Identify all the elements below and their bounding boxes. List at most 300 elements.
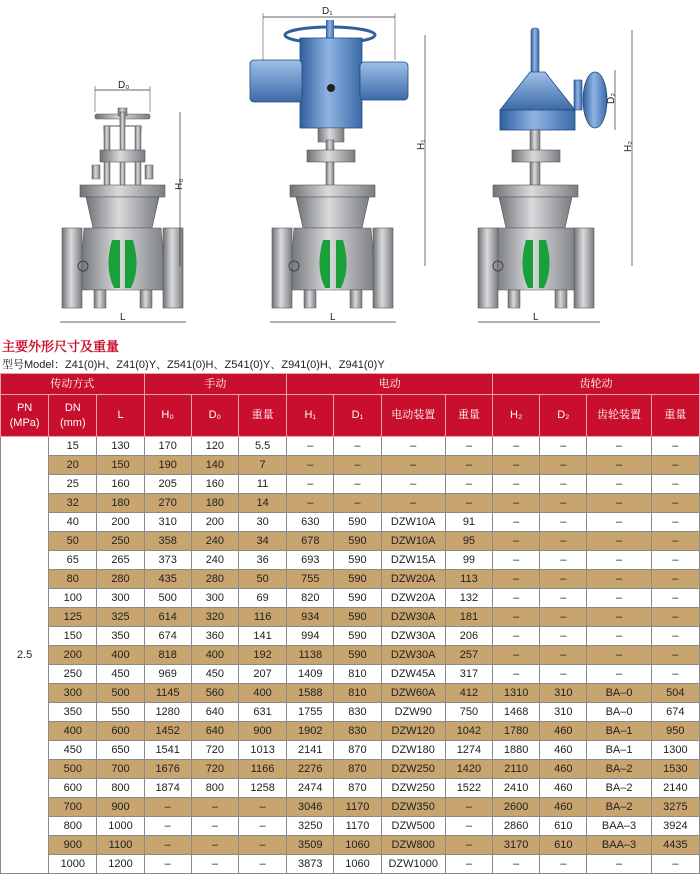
table-cell: 250	[49, 665, 97, 684]
table-cell: –	[287, 494, 334, 513]
table-cell: 500	[49, 760, 97, 779]
table-row	[1, 608, 700, 627]
table-cell: 550	[97, 703, 144, 722]
table-cell: 870	[334, 779, 381, 798]
table-cell: 181	[445, 608, 492, 627]
table-cell: 140	[191, 456, 238, 475]
dim-label-l: L	[120, 312, 126, 323]
table-cell: DZW45A	[381, 665, 445, 684]
table-row	[1, 817, 700, 836]
table-cell: DZW30A	[381, 627, 445, 646]
table-cell: 600	[97, 722, 144, 741]
valve-drawings	[0, 0, 700, 330]
table-cell: –	[493, 627, 540, 646]
table-cell: 206	[445, 627, 492, 646]
table-cell: DZW120	[381, 722, 445, 741]
table-cell: 460	[540, 779, 587, 798]
table-cell: 614	[144, 608, 191, 627]
table-cell: 640	[191, 703, 238, 722]
table-cell: 2474	[287, 779, 334, 798]
table-cell: DZW10A	[381, 532, 445, 551]
table-cell: 1420	[445, 760, 492, 779]
table-cell: –	[651, 551, 699, 570]
table-cell: 1780	[493, 722, 540, 741]
table-cell: –	[587, 475, 651, 494]
table-cell: –	[445, 475, 492, 494]
table-cell: DZW90	[381, 703, 445, 722]
table-cell: 1902	[287, 722, 334, 741]
dim-label-d1: D₁	[322, 6, 333, 17]
table-cell: –	[651, 589, 699, 608]
table-cell: 1013	[238, 741, 286, 760]
table-cell: –	[238, 836, 286, 855]
table-cell: –	[540, 475, 587, 494]
table-cell: –	[540, 456, 587, 475]
table-cell: 3509	[287, 836, 334, 855]
table-cell: 810	[334, 684, 381, 703]
table-cell: DZW250	[381, 779, 445, 798]
table-cell: 20	[49, 456, 97, 475]
table-cell: 900	[238, 722, 286, 741]
table-row	[1, 532, 700, 551]
dn-unit: (mm)	[59, 416, 86, 429]
table-cell: –	[540, 437, 587, 456]
table-cell: 1755	[287, 703, 334, 722]
table-cell: 3873	[287, 855, 334, 874]
table-cell: 3275	[651, 798, 699, 817]
column-header-d1: D₁	[334, 395, 381, 437]
table-cell: –	[493, 475, 540, 494]
table-cell: –	[381, 494, 445, 513]
table-cell: –	[493, 646, 540, 665]
table-cell: –	[445, 817, 492, 836]
table-cell: 240	[191, 551, 238, 570]
table-cell: 460	[540, 722, 587, 741]
table-row	[1, 475, 700, 494]
table-cell: 700	[49, 798, 97, 817]
table-row	[1, 456, 700, 475]
table-cell: –	[287, 475, 334, 494]
table-cell: 34	[238, 532, 286, 551]
table-cell: 192	[238, 646, 286, 665]
table-cell: –	[334, 494, 381, 513]
table-cell: 934	[287, 608, 334, 627]
table-cell: –	[287, 456, 334, 475]
table-cell: 800	[49, 817, 97, 836]
group-header-drive: 传动方式	[1, 374, 145, 395]
table-cell: 600	[49, 779, 97, 798]
table-row	[1, 589, 700, 608]
table-cell: 460	[540, 741, 587, 760]
table-cell: –	[334, 456, 381, 475]
table-cell: 200	[97, 513, 144, 532]
table-cell: –	[540, 855, 587, 874]
table-cell: 610	[540, 836, 587, 855]
table-cell: 678	[287, 532, 334, 551]
table-cell: 150	[49, 627, 97, 646]
table-cell: –	[540, 551, 587, 570]
column-header-h1: H₁	[287, 395, 334, 437]
table-cell: –	[651, 437, 699, 456]
table-cell: 69	[238, 589, 286, 608]
table-cell: –	[493, 494, 540, 513]
table-cell: 1409	[287, 665, 334, 684]
table-cell: 91	[445, 513, 492, 532]
table-cell: –	[540, 494, 587, 513]
table-cell: 650	[97, 741, 144, 760]
table-cell: 1000	[97, 817, 144, 836]
table-cell: 1100	[97, 836, 144, 855]
table-cell: –	[587, 608, 651, 627]
group-header-manual: 手动	[144, 374, 287, 395]
table-cell: 100	[49, 589, 97, 608]
table-cell: –	[651, 627, 699, 646]
table-cell: 2860	[493, 817, 540, 836]
column-header-h2: H₂	[493, 395, 540, 437]
column-header-weight-electric: 重量	[445, 395, 492, 437]
table-cell: 1170	[334, 817, 381, 836]
table-cell: –	[445, 437, 492, 456]
table-cell: 674	[651, 703, 699, 722]
dim-label-l3: L	[533, 312, 539, 323]
table-cell: 400	[238, 684, 286, 703]
table-cell: 950	[651, 722, 699, 741]
table-cell: 810	[334, 665, 381, 684]
table-cell: 1274	[445, 741, 492, 760]
table-cell: BA–0	[587, 703, 651, 722]
table-cell: 310	[540, 703, 587, 722]
table-cell: 99	[445, 551, 492, 570]
table-cell: –	[540, 608, 587, 627]
table-cell: DZW20A	[381, 589, 445, 608]
table-cell: –	[587, 437, 651, 456]
table-cell: –	[445, 798, 492, 817]
table-cell: 450	[191, 665, 238, 684]
table-cell: 7	[238, 456, 286, 475]
table-cell: 630	[287, 513, 334, 532]
electric-valve-view	[250, 6, 427, 323]
table-cell: –	[493, 570, 540, 589]
table-cell: BA–1	[587, 741, 651, 760]
table-cell: –	[540, 665, 587, 684]
table-cell: 2410	[493, 779, 540, 798]
table-cell: –	[651, 456, 699, 475]
table-row	[1, 665, 700, 684]
table-cell: 1170	[334, 798, 381, 817]
column-header-h0: H₀	[144, 395, 191, 437]
column-header-dn	[49, 395, 97, 437]
table-cell: 160	[97, 475, 144, 494]
table-cell: 14	[238, 494, 286, 513]
table-row	[1, 437, 700, 456]
table-cell: 180	[97, 494, 144, 513]
table-cell: BA–2	[587, 760, 651, 779]
table-cell: 435	[144, 570, 191, 589]
table-cell: –	[493, 456, 540, 475]
table-cell: 40	[49, 513, 97, 532]
table-cell: 1452	[144, 722, 191, 741]
table-cell: 500	[97, 684, 144, 703]
table-cell: 400	[97, 646, 144, 665]
table-cell: –	[493, 532, 540, 551]
table-cell: 1145	[144, 684, 191, 703]
table-cell: 141	[238, 627, 286, 646]
table-cell: 994	[287, 627, 334, 646]
table-cell: 310	[540, 684, 587, 703]
table-cell: 800	[191, 779, 238, 798]
pn-value-cell: 2.5	[1, 437, 49, 874]
table-cell: –	[587, 513, 651, 532]
table-cell: –	[651, 475, 699, 494]
table-cell: –	[493, 855, 540, 874]
table-cell: –	[587, 855, 651, 874]
dimensions-table	[0, 373, 700, 874]
table-cell: 205	[144, 475, 191, 494]
table-cell: 590	[334, 608, 381, 627]
table-cell: 116	[238, 608, 286, 627]
table-row	[1, 779, 700, 798]
table-row	[1, 760, 700, 779]
table-cell: DZW60A	[381, 684, 445, 703]
table-cell: 25	[49, 475, 97, 494]
table-cell: 360	[191, 627, 238, 646]
table-cell: –	[144, 798, 191, 817]
table-cell: DZW800	[381, 836, 445, 855]
table-row	[1, 741, 700, 760]
table-cell: –	[191, 836, 238, 855]
column-header-weight-gear: 重量	[651, 395, 699, 437]
table-row	[1, 836, 700, 855]
table-cell: –	[540, 513, 587, 532]
table-cell: DZW180	[381, 741, 445, 760]
table-cell: 720	[191, 741, 238, 760]
table-cell: –	[651, 855, 699, 874]
table-cell: –	[144, 855, 191, 874]
dim-label-h1: H₁	[416, 139, 427, 150]
table-cell: 358	[144, 532, 191, 551]
table-cell: 65	[49, 551, 97, 570]
table-cell: 412	[445, 684, 492, 703]
table-cell: –	[238, 817, 286, 836]
table-cell: 2600	[493, 798, 540, 817]
column-header-d2: D₂	[540, 395, 587, 437]
table-cell: 1258	[238, 779, 286, 798]
table-cell: 2276	[287, 760, 334, 779]
table-cell: 400	[49, 722, 97, 741]
table-cell: 132	[445, 589, 492, 608]
table-cell: 560	[191, 684, 238, 703]
table-cell: –	[587, 665, 651, 684]
group-header-gear: 齿轮动	[493, 374, 700, 395]
column-header-pn	[1, 395, 49, 437]
table-cell: 317	[445, 665, 492, 684]
table-cell: –	[651, 513, 699, 532]
table-cell: 590	[334, 551, 381, 570]
table-cell: 200	[191, 513, 238, 532]
table-cell: 170	[144, 437, 191, 456]
table-cell: 590	[334, 570, 381, 589]
table-cell: 590	[334, 532, 381, 551]
table-cell: –	[540, 532, 587, 551]
table-cell: 30	[238, 513, 286, 532]
table-cell: DZW500	[381, 817, 445, 836]
table-row	[1, 684, 700, 703]
table-cell: 1541	[144, 741, 191, 760]
table-cell: 2141	[287, 741, 334, 760]
table-cell: 590	[334, 627, 381, 646]
table-cell: 800	[97, 779, 144, 798]
table-cell: 130	[97, 437, 144, 456]
table-cell: 820	[287, 589, 334, 608]
table-cell: –	[493, 551, 540, 570]
table-cell: 1138	[287, 646, 334, 665]
table-cell: DZW30A	[381, 646, 445, 665]
table-cell: –	[191, 798, 238, 817]
table-cell: BA–0	[587, 684, 651, 703]
table-cell: 755	[287, 570, 334, 589]
table-cell: –	[191, 855, 238, 874]
column-header-actuator: 电动装置	[381, 395, 445, 437]
table-cell: 1166	[238, 760, 286, 779]
table-cell: 500	[144, 589, 191, 608]
table-cell: 1060	[334, 855, 381, 874]
handwheel-valve-view	[60, 80, 186, 323]
table-cell: –	[651, 665, 699, 684]
column-header-gearbox: 齿轮装置	[587, 395, 651, 437]
dim-label-h0: H₀	[174, 178, 185, 190]
table-cell: 870	[334, 741, 381, 760]
table-cell: 240	[191, 532, 238, 551]
table-cell: 207	[238, 665, 286, 684]
table-cell: –	[445, 836, 492, 855]
table-cell: –	[191, 817, 238, 836]
table-row	[1, 551, 700, 570]
table-cell: –	[651, 532, 699, 551]
table-cell: –	[587, 570, 651, 589]
table-cell: BAA–3	[587, 817, 651, 836]
table-row	[1, 798, 700, 817]
table-cell: BA–2	[587, 798, 651, 817]
table-cell: –	[493, 665, 540, 684]
dim-label-l2: L	[330, 312, 336, 323]
table-row	[1, 627, 700, 646]
table-cell: 350	[97, 627, 144, 646]
table-cell: 900	[49, 836, 97, 855]
table-cell: 36	[238, 551, 286, 570]
column-header-l: L	[97, 395, 144, 437]
table-cell: 280	[191, 570, 238, 589]
table-cell: DZW15A	[381, 551, 445, 570]
table-row	[1, 570, 700, 589]
table-cell: –	[651, 494, 699, 513]
table-cell: 700	[97, 760, 144, 779]
table-cell: 830	[334, 703, 381, 722]
table-cell: 180	[191, 494, 238, 513]
table-cell: 1676	[144, 760, 191, 779]
table-cell: –	[493, 589, 540, 608]
table-cell: 450	[97, 665, 144, 684]
table-cell: –	[144, 836, 191, 855]
table-cell: –	[334, 475, 381, 494]
table-cell: –	[334, 437, 381, 456]
table-cell: –	[540, 646, 587, 665]
table-cell: –	[651, 646, 699, 665]
table-row	[1, 513, 700, 532]
table-cell: 640	[191, 722, 238, 741]
table-cell: 257	[445, 646, 492, 665]
table-cell: 400	[191, 646, 238, 665]
table-cell: –	[144, 817, 191, 836]
table-cell: 120	[191, 437, 238, 456]
table-cell: –	[493, 437, 540, 456]
table-cell: 160	[191, 475, 238, 494]
table-cell: 300	[49, 684, 97, 703]
dim-label-d2: D₂	[606, 92, 617, 104]
table-cell: 50	[238, 570, 286, 589]
table-cell: 4435	[651, 836, 699, 855]
table-cell: 590	[334, 589, 381, 608]
table-cell: –	[540, 589, 587, 608]
pn-label: PN	[16, 402, 33, 415]
table-cell: 1042	[445, 722, 492, 741]
table-cell: –	[587, 646, 651, 665]
table-cell: DZW250	[381, 760, 445, 779]
table-cell: 460	[540, 760, 587, 779]
table-cell: 450	[49, 741, 97, 760]
column-header-d0: D₀	[191, 395, 238, 437]
table-cell: –	[587, 494, 651, 513]
gear-valve-view	[478, 28, 634, 323]
table-cell: 818	[144, 646, 191, 665]
table-cell: 250	[97, 532, 144, 551]
table-cell: 1200	[97, 855, 144, 874]
table-cell: 3046	[287, 798, 334, 817]
table-row	[1, 646, 700, 665]
table-cell: –	[287, 437, 334, 456]
table-cell: –	[445, 494, 492, 513]
table-cell: –	[381, 475, 445, 494]
table-cell: 11	[238, 475, 286, 494]
column-header-weight-manual: 重量	[238, 395, 286, 437]
table-cell: 280	[97, 570, 144, 589]
table-cell: 1060	[334, 836, 381, 855]
table-cell: 3250	[287, 817, 334, 836]
table-cell: 373	[144, 551, 191, 570]
table-cell: 350	[49, 703, 97, 722]
table-cell: DZW10A	[381, 513, 445, 532]
table-cell: 200	[49, 646, 97, 665]
table-cell: 610	[540, 817, 587, 836]
table-cell: 674	[144, 627, 191, 646]
table-cell: 270	[144, 494, 191, 513]
table-cell: DZW20A	[381, 570, 445, 589]
table-cell: DZW350	[381, 798, 445, 817]
table-cell: 1468	[493, 703, 540, 722]
table-cell: 325	[97, 608, 144, 627]
table-cell: –	[540, 570, 587, 589]
table-cell: –	[493, 608, 540, 627]
table-row	[1, 494, 700, 513]
table-cell: 2140	[651, 779, 699, 798]
table-cell: 720	[191, 760, 238, 779]
table-cell: –	[587, 551, 651, 570]
table-cell: 3170	[493, 836, 540, 855]
section-title: 主要外形尺寸及重量	[2, 339, 120, 354]
table-cell: BA–2	[587, 779, 651, 798]
table-cell: 300	[191, 589, 238, 608]
table-cell: –	[381, 437, 445, 456]
table-cell: 113	[445, 570, 492, 589]
